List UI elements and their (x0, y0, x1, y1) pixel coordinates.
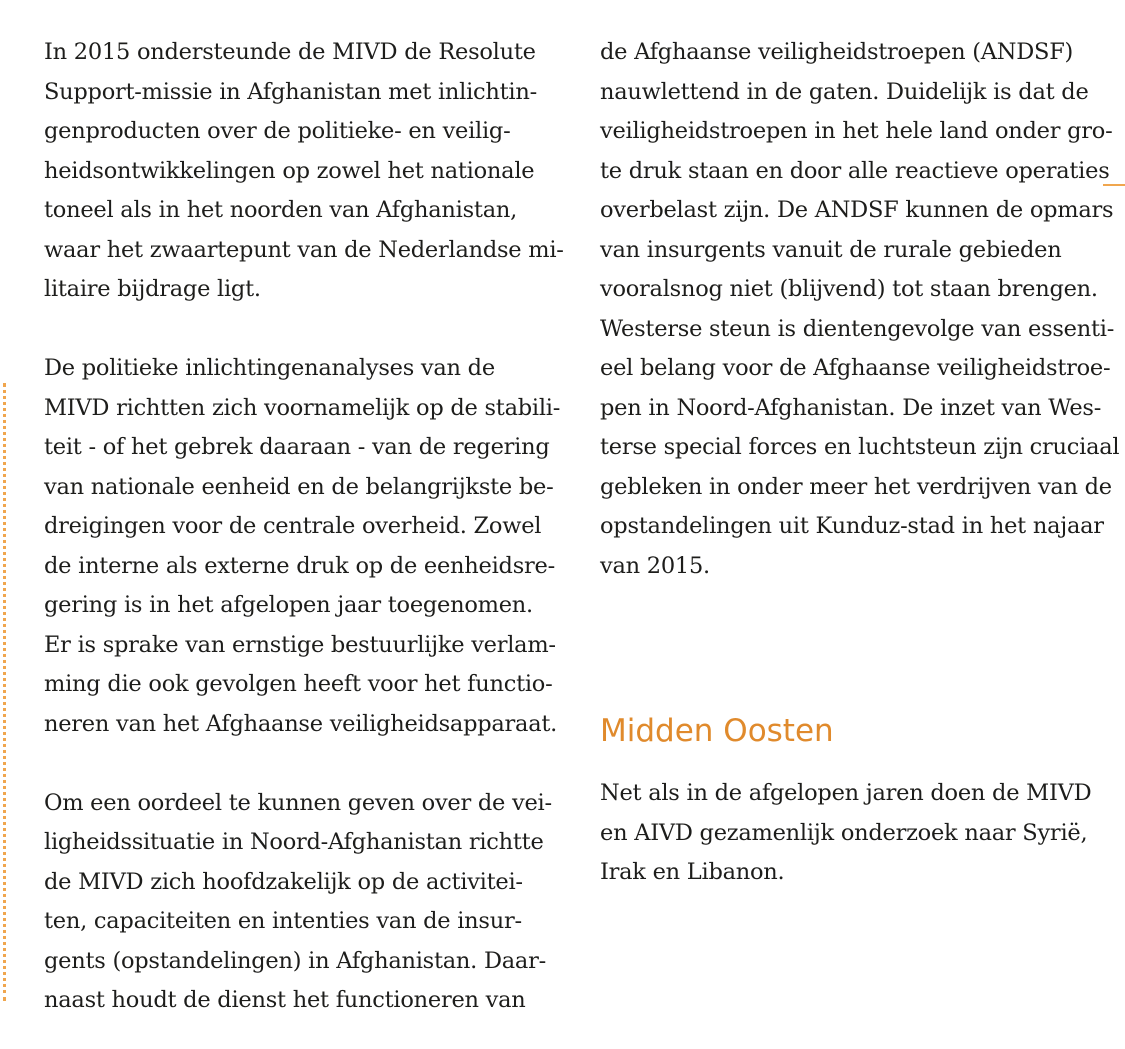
right-column (600, 33, 1120, 586)
text-line: gebleken in onder meer het verdrijven van de (600, 473, 1112, 500)
text-line: Om een oordeel te kunnen geven over de vei- (44, 789, 552, 816)
text-line: de Afghaanse veiligheidstroepen (ANDSF) (600, 39, 1074, 65)
dotted-margin-rule (3, 383, 6, 1001)
text-line: te druk staan en door alle reactieve operaties (600, 157, 1110, 184)
text-line: Er is sprake van ernstige bestuurlijke verlam- (44, 631, 556, 658)
text-line: Irak en Libanon. (600, 859, 785, 885)
right-column-section (600, 711, 1110, 751)
text-line: Net als in de afgelopen jaren doen de MIVD (600, 780, 1092, 806)
text-line: Support-missie in Afghanistan met inlichtin- (44, 78, 537, 105)
text-line: MIVD richtten zich voornamelijk op de stabili- (44, 394, 561, 421)
text-line: terse special forces en luchtsteun zijn cruciaal (600, 434, 1120, 460)
text-line: en AIVD gezamenlijk onderzoek naar Syrië, (600, 819, 1088, 846)
text-line: gents (opstandelingen) in Afghanistan. Daar- (44, 947, 546, 974)
text-line: teit - of het gebrek daaraan - van de regering (44, 434, 550, 460)
right-paragraph-1 (600, 33, 1120, 586)
left-paragraph-1 (44, 33, 564, 310)
text-line: de interne als externe druk op de eenheidsre- (44, 552, 555, 579)
text-line: nauwlettend in de gaten. Duidelijk is dat de (600, 78, 1089, 105)
text-line: neren van het Afghaanse veiligheidsapparaat. (44, 710, 558, 737)
text-line: vooralsnog niet (blijvend) tot staan brengen. (600, 276, 1098, 302)
text-line: van insurgents vanuit de rurale gebieden (600, 236, 1062, 263)
left-column (44, 33, 564, 1021)
text-line: van 2015. (600, 552, 710, 579)
text-line: waar het zwaartepunt van de Nederlandse mi- (44, 236, 564, 263)
text-line: van nationale eenheid en de belangrijkste be- (44, 473, 554, 500)
text-line: In 2015 ondersteunde de MIVD de Resolute (44, 39, 536, 65)
text-line: eel belang voor de Afghaanse veiligheidstroe- (600, 355, 1111, 381)
text-line: dreigingen voor de centrale overheid. Zowel (44, 513, 542, 539)
text-line: toneel als in het noorden van Afghanistan, (44, 197, 517, 223)
text-line: ming die ook gevolgen heeft voor het functio- (44, 671, 553, 697)
paragraph-gap (44, 744, 564, 784)
text-line: veiligheidstroepen in het hele land onder gro- (600, 118, 1113, 144)
text-line: gering is in het afgelopen jaar toegenomen. (44, 592, 533, 618)
right-column-section-body (600, 774, 1110, 893)
text-line: Westerse steun is dientengevolge van essenti- (600, 315, 1115, 342)
text-line: de MIVD zich hoofdzakelijk op de activitei- (44, 868, 523, 895)
text-line: naast houdt de dienst het functioneren van (44, 987, 526, 1013)
text-line: ten, capaciteiten en intenties van de insur- (44, 908, 522, 934)
text-line: opstandelingen uit Kunduz-stad in het najaar (600, 513, 1104, 539)
text-line: ligheidssituatie in Noord-Afghanistan richtte (44, 829, 544, 855)
left-paragraph-3 (44, 784, 564, 1021)
text-line: pen in Noord-Afghanistan. De inzet van Wes- (600, 394, 1102, 421)
section-heading: Midden Oosten (600, 713, 834, 749)
text-line: heidsontwikkelingen op zowel het nationale (44, 157, 535, 184)
text-line: overbelast zijn. De ANDSF kunnen de opmars (600, 197, 1114, 223)
left-paragraph-2 (44, 349, 564, 744)
right-paragraph-2 (600, 774, 1110, 893)
text-line: genproducten over de politieke- en veilig- (44, 118, 511, 144)
paragraph-gap (44, 310, 564, 350)
text-line: litaire bijdrage ligt. (44, 276, 261, 302)
text-line: De politieke inlichtingenanalyses van de (44, 355, 495, 381)
